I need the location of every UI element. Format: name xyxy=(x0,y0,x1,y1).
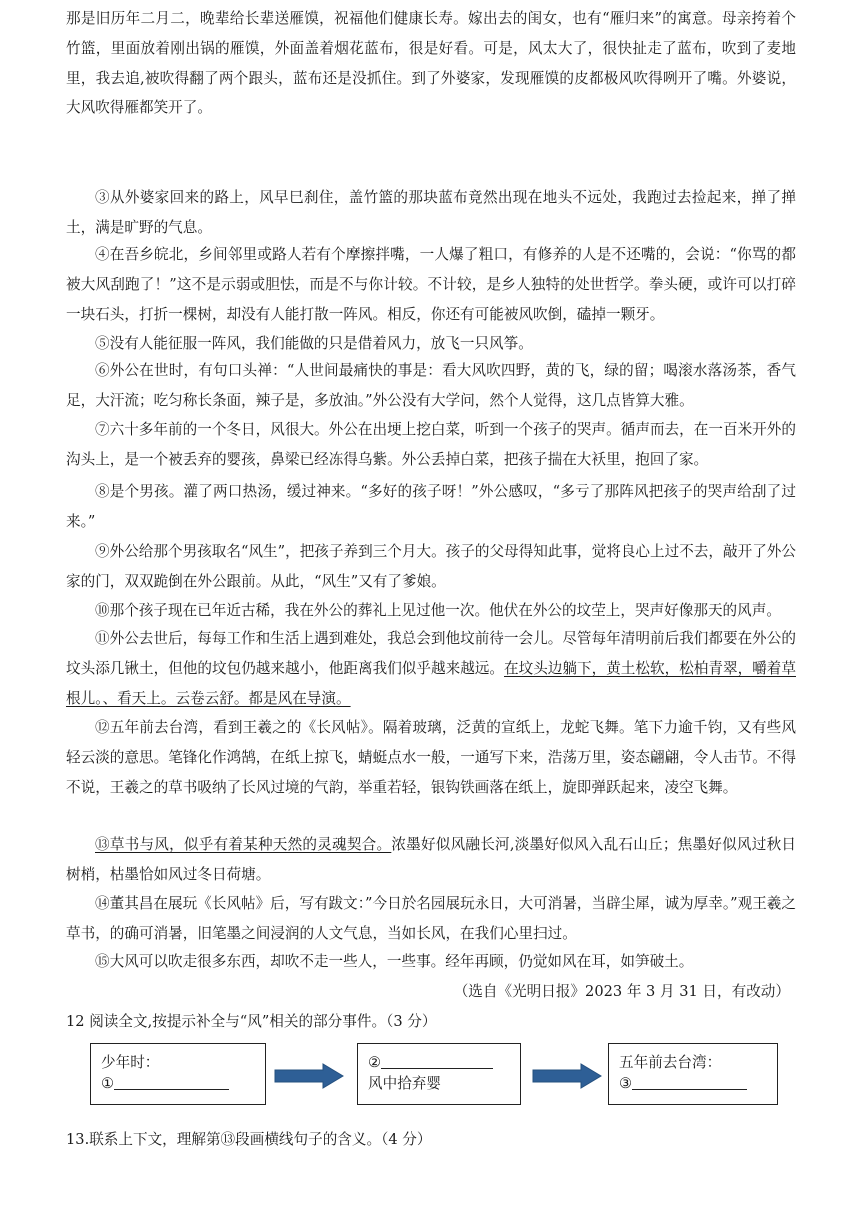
arrow-right-icon xyxy=(273,1062,345,1090)
event-box-taiwan xyxy=(608,1043,778,1105)
answer-line-2[interactable] xyxy=(368,1052,520,1073)
event-box-youth-title: 少年时： xyxy=(101,1054,160,1071)
paragraph-10: ⑩那个孩子现在已年近古稀，我在外公的葬礼上见过他一次。他伏在外公的坟茔上，哭声好像那天的风声。 xyxy=(95,602,781,619)
paragraph-7: ⑦六十多年前的一个冬日，风很大。外公在出埂上挖白菜，听到一个孩子的哭声。循声而去，在一百米开外的沟头上，是一个被丢弃的婴孩，鼻梁已经冻得乌紫。外公丢掉白菜，把孩子揣在大袄里，抱回了家。 xyxy=(66,421,796,468)
event-box-abandoned-baby-text: 风中拾弃婴 xyxy=(368,1075,441,1092)
paragraph-13-underlined-sentence: ⑬草书与风，似乎有着某种天然的灵魂契合。 xyxy=(95,836,392,853)
paragraph-6: ⑥外公在世时，有句口头禅：“人世间最痛快的事是：看大风吹四野，黄的飞，绿的留；喝滚水落汤茶，香气足，大汗流；吃匀称长条面，辣子是，多放油。”外公没有大学问，然个人觉得，这几点皆算大雅。 xyxy=(66,362,796,409)
event-box-abandoned-baby xyxy=(357,1043,521,1105)
paragraph-11 xyxy=(66,624,796,713)
event-box-youth xyxy=(90,1043,266,1105)
paragraph-12: ⑫五年前去台湾，看到王羲之的《长风帖》。隔着玻璃，泛黄的宣纸上，龙蛇飞舞。笔下力逾千钧，又有些风轻云淡的意思。笔锋化作鸿鹄，在纸上掠飞，蜻蜓点水一般，一通写下来，浩荡万里，姿态翩翩，令人击节。不得不说，王羲之的草书吸纳了长风过境的气韵，举重若轻，银钩铁画落在纸上，旋即弹跃起来，凌空飞舞。 xyxy=(66,719,796,796)
answer-line-3[interactable] xyxy=(619,1073,777,1094)
paragraph-8: ⑧是个男孩。灌了两口热汤，缓过神来。“多好的孩子呀！”外公感叹，“多亏了那阵风把孩子的哭声给刮了过来。” xyxy=(66,483,796,530)
answer-blank-2[interactable] xyxy=(381,1053,493,1069)
paragraph-9: ⑨外公给那个男孩取名“风生”，把孩子养到三个月大。孩子的父母得知此事，觉将良心上过不去，敲开了外公家的门，双双跪倒在外公跟前。从此，“风生”又有了爹娘。 xyxy=(66,543,796,590)
answer-marker-2: ② xyxy=(368,1054,382,1071)
answer-blank-3[interactable] xyxy=(632,1074,747,1090)
answer-line-1[interactable] xyxy=(101,1073,265,1094)
question-12: 12 阅读全文,按提示补全与“风”相关的部分事件。（3 分） xyxy=(66,1013,437,1030)
answer-marker-1: ① xyxy=(101,1075,115,1092)
answer-blank-1[interactable] xyxy=(114,1074,229,1090)
event-box-taiwan-title: 五年前去台湾： xyxy=(619,1054,722,1071)
paragraph-5: ⑤没有人能征服一阵风，我们能做的只是借着风力，放飞一只风筝。 xyxy=(95,335,533,352)
paragraph-4: ④在吾乡皖北，乡间邻里或路人若有个摩擦拌嘴，一人爆了粗口，有修养的人是不还嘴的，会说：“你骂的都被大风刮跑了！”这不是示弱或胆怯，而是不与你计较。不计较，是乡人独特的处世哲学。拳头硬，或许可以打碎一块石头，打折一棵树，却没有人能打散一阵风。相反，你还有可能被风吹倒，磕掉一颗牙。 xyxy=(66,246,796,323)
paragraph-2-continued: 那是旧历年二月二，晚辈给长辈送雁馍，祝福他们健康长寿。嫁出去的闺女，也有“雁归来”的寓意。母亲挎着个竹篮，里面放着刚出锅的雁馍，外面盖着烟花蓝布，很是好看。可是，风太大了，很快扯走了蓝布，吹到了麦地里，我去追,被吹得翻了两个跟头，蓝布还是没抓住。到了外婆家，发现雁馍的皮都极风吹得咧开了嘴。外婆说，大风吹得雁都笑开了。 xyxy=(66,10,796,117)
paragraph-11-text: ⑪外公去世后，每每工作和生活上遇到难处，我总会到他坟前待一会儿。尽管每年清明前后我们都要在外公的坟头添几锹土，但他的坟包仍越来越小，他距离我们似乎越来越远。 xyxy=(66,630,796,677)
source-note: （选自《光明日报》2023 年 3 月 31 日，有改动） xyxy=(453,983,790,1000)
arrow-right-icon xyxy=(531,1062,603,1090)
paragraph-3: ③从外婆家回来的路上，风早巳刹住，盖竹篮的那块蓝布竟然出现在地头不远处，我跑过去捡起来，掸了掸土，满是旷野的气息。 xyxy=(66,189,796,236)
paragraph-11-underlined: 在坟头边躺下，黄土松软，松柏青翠，嚼着草根儿。、看天上。云卷云舒。都是风在导演。 xyxy=(66,659,796,707)
paragraph-14: ⑭董其昌在展玩《长风帖》后，写有跋文：”今日於名园展玩永日，大可消暑，当辟尘犀，诚为厚幸。”观王羲之草书，的确可消暑，旧笔墨之间浸润的人文气息，当如长风，在我们心里扫过。 xyxy=(66,895,796,942)
paragraph-13-text: 浓墨好似风融长河,淡墨好似风入乱石山丘；焦墨好似风过秋日树梢，枯墨恰如风过冬日荷塘。 xyxy=(66,836,796,883)
paragraph-13 xyxy=(66,830,796,890)
paragraph-15: ⑮大风可以吹走很多东西，却吹不走一些人，一些事。经年再顾，仍觉如风在耳，如笋破土。 xyxy=(95,953,694,970)
question-13: 13.联系上下文，理解第⑬段画横线句子的含义。（4 分） xyxy=(66,1131,432,1148)
answer-marker-3: ③ xyxy=(619,1075,633,1092)
